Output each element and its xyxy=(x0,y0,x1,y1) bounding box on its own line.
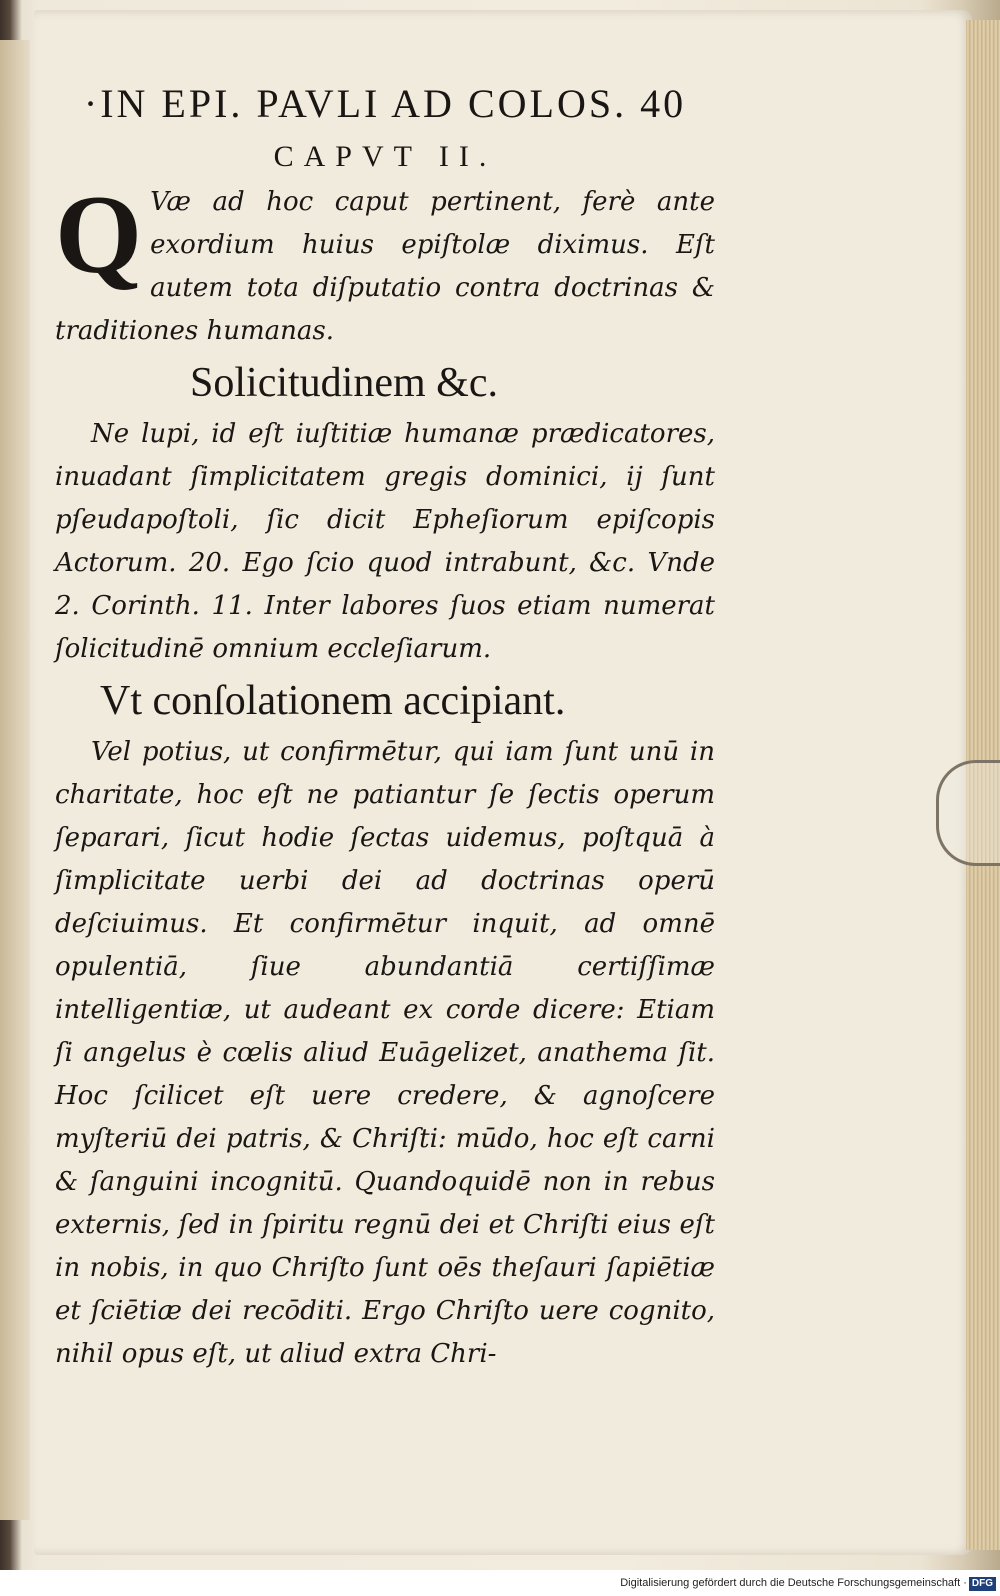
page-text xyxy=(55,75,715,1376)
digitization-footer xyxy=(0,1570,1000,1596)
running-head: ·IN EPI. PAVLI AD COLOS. 40 xyxy=(83,81,687,126)
intro-text: Væ ad hoc caput pertinent, ferè ante exordium huius epiſtolæ diximus. Eſt autem tota diſputatio contra doctrinas & traditiones humanas. xyxy=(55,187,715,346)
dfg-logo: DFG xyxy=(969,1577,996,1591)
intro-paragraph xyxy=(55,173,715,353)
drop-cap-initial: Q xyxy=(55,173,143,297)
paragraph: Vel potius, ut confirmētur, qui iam ſunt unū in charitate, hoc eſt ne patiantur ſe ſectis operum ſeparari, ſicut hodie ſectas uidemus, poſtquā à ſimplicitate uerbi dei ad doctrinas operū deſciuimus. Et confirmētur inquit, ad omnē opulentiā, ſiue abundantiā certiſſimæ intelligentiæ, ut audeant ex corde dicere: Etiam ſi angelus è cœlis aliud Euāgelizet, anathema ſit. Hoc ſcilicet eſt uere credere, & agnoſcere myſteriū dei patris, & Chriſti: mūdo, hoc eſt carni & ſanguini incognitū. Quandoquidē non in rebus externis, ſed in ſpiritu regnū dei et Chriſti eius eſt in nobis, in quo Chriſto ſunt oēs theſauri ſapiētiæ et ſciētiæ dei recōditi. Ergo Chriſto uere cognito, nihil opus eſt, ut aliud extra Chri- xyxy=(55,737,715,1369)
chapter-title: CAPVT II. xyxy=(273,140,497,173)
paragraph: Ne lupi, id eſt iuſtitiæ humanæ prædicatores, inuadant ſimplicitatem gregis dominici, ij ſunt pſeudapoſtoli, ſic dicit Epheſiorum epiſcopis Actorum. 20. Ego ſcio quod intrabunt, &c. Vnde 2. Corinth. 11. Inter labores ſuos etiam numerat ſolicitudinē omnium eccleſiarum. xyxy=(55,419,715,664)
book-clasp xyxy=(936,760,1000,866)
section-heading: Vt conſolationem accipiant. xyxy=(100,678,566,724)
facing-page-edge xyxy=(0,40,30,1520)
footer-credit: Digitalisierung gefördert durch die Deutsche Forschungsgemeinschaft · xyxy=(620,1577,967,1589)
section-heading: Solicitudinem &c. xyxy=(190,360,498,406)
